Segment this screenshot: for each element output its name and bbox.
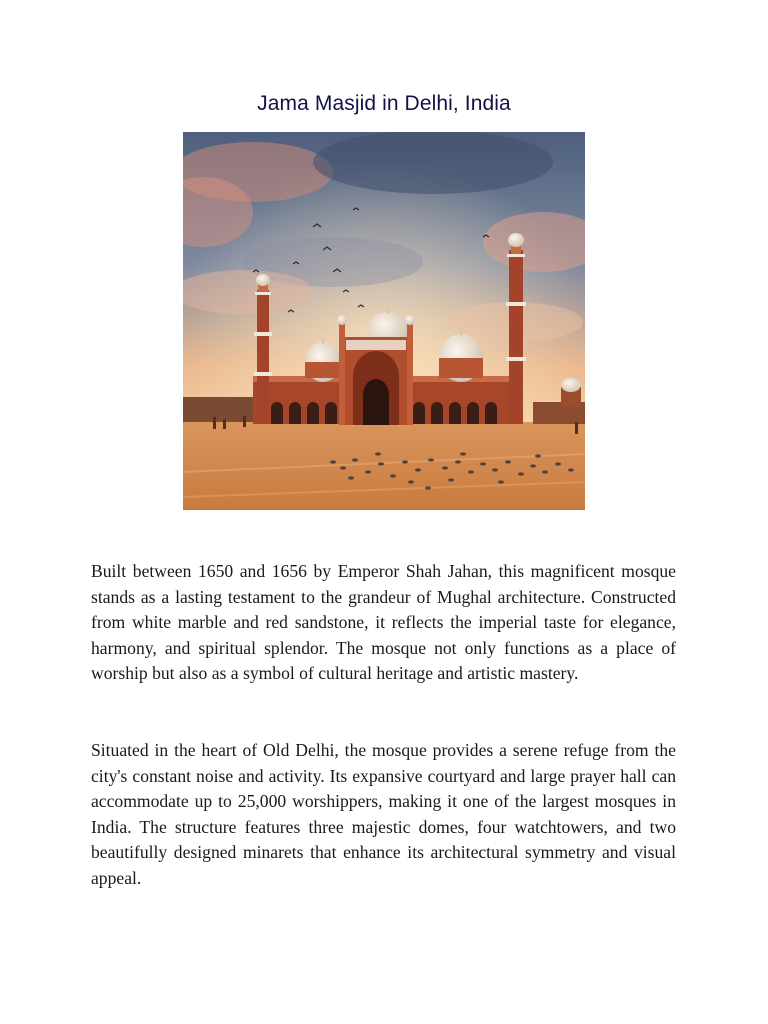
page-title: Jama Masjid in Delhi, India	[257, 92, 511, 115]
body-paragraph: Built between 1650 and 1656 by Emperor Shah Jahan, this magnificent mosque stands as a lasting testament to the grandeur of Mughal architecture. Constructed from white marble and red sandstone, it reflects the imperial taste for elegance, harmony, and spiritual splendor. The mosque not only functions as a place of worship but also as a symbol of cultural heritage and artistic mastery.	[91, 561, 676, 684]
mosque-photo	[183, 132, 585, 510]
body-paragraph: Situated in the heart of Old Delhi, the mosque provides a serene refuge from the city's constant noise and activity. Its expansive courtyard and large prayer hall can accommodate up to 25,000 worshippers, making it one of the largest mosques in India. The structure features three majestic domes, four watchtowers, and two beautifully designed minarets that enhance its architectural symmetry and visual appeal.	[91, 740, 676, 888]
